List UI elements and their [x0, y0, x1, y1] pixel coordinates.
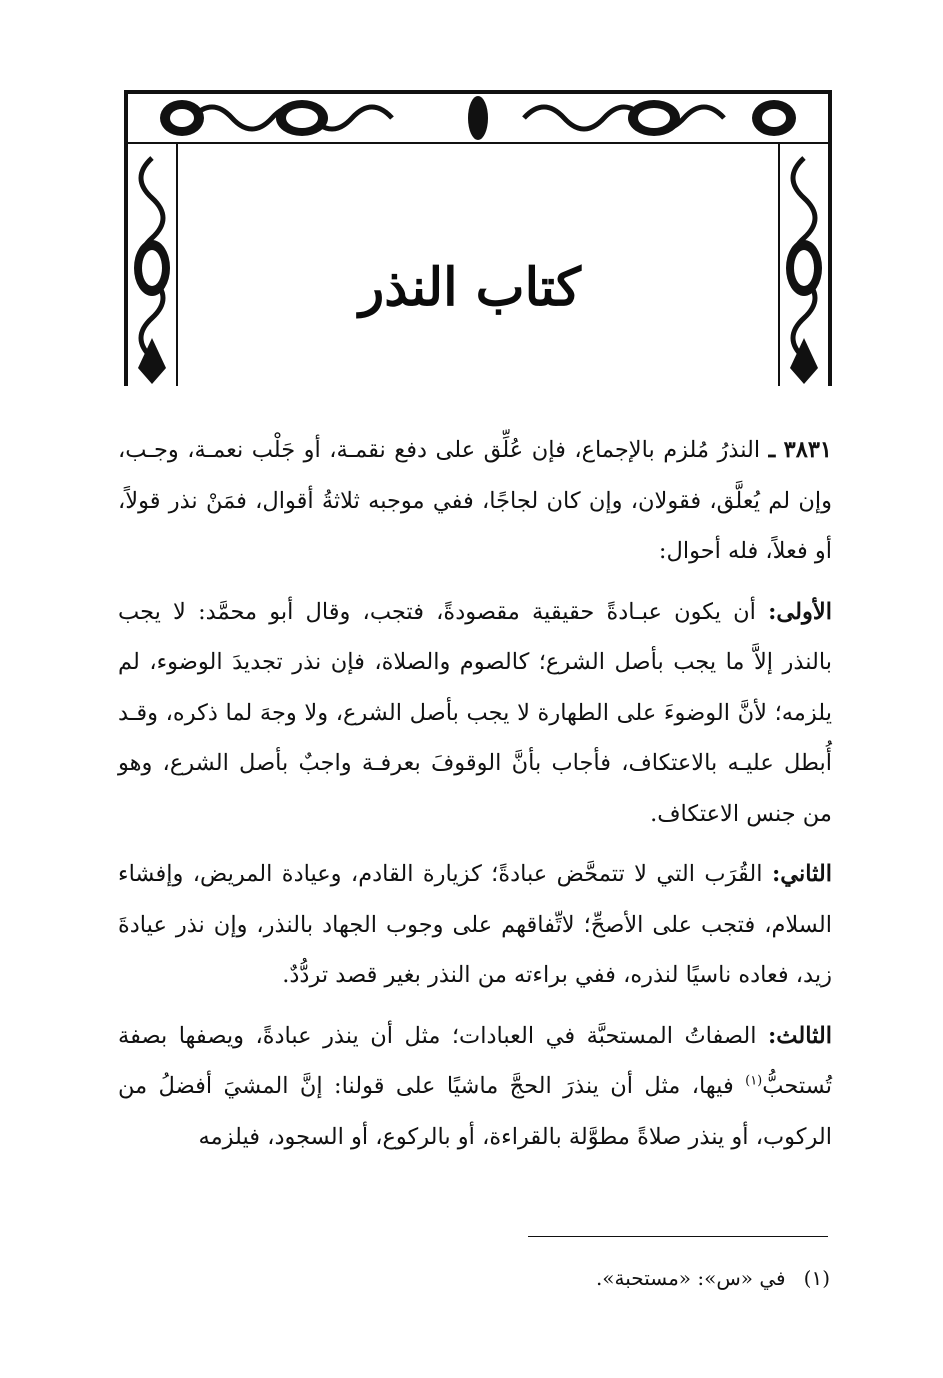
section-number: ٣٨٣١ — [783, 437, 832, 463]
paragraph-first — [118, 587, 832, 840]
third-heading: الثالث: — [767, 1022, 832, 1049]
footnote-number: (١) — [803, 1266, 830, 1290]
second-heading: الثاني: — [771, 861, 833, 887]
intro-text: النذرُ مُلزم بالإجماع، فإن عُلِّق على دفع نقمـة، أو جَلْب نعمـة، وجـب، وإن لم يُعلَّق، فقولان، وإن كان لجاجًا، ففي موجبه ثلاثةُ أقوال، فمَنْ نذر قولاً، أو فعلاً، فله أحوال: — [118, 437, 832, 564]
ornament-border — [122, 88, 834, 388]
footnote-divider — [528, 1236, 828, 1237]
footnote — [400, 1262, 830, 1294]
first-heading: الأولى: — [768, 598, 832, 625]
chapter-title: كتاب النذر — [359, 257, 581, 318]
paragraph-intro — [118, 425, 832, 577]
paragraph-third — [118, 1011, 832, 1163]
second-text: القُرَب التي لا تتمحَّض عبادةً؛ كزيارة القادم، وعيادة المريض، وإفشاء السلام، فتجب على الأصحِّ؛ لاتِّفاقهم على وجوب الجهاد بالنذر، وإن نذر عيادةَ زيد، فعاده ناسيًا لنذره، ففي براءته من النذر بغير قصد تردُّدٌ. — [118, 861, 832, 988]
third-text-b: فيها، مثل أن ينذرَ الحجَّ ماشيًا على قولنا: إنَّ المشيَ أفضلُ من الركوب، أو ينذر صلاةً مطوَّلة بالقراءة، أو بالركوع، أو السجود، فيلزمه — [118, 1073, 832, 1150]
footnote-text: في «س»: «مستحبة». — [595, 1266, 786, 1290]
main-text — [118, 425, 832, 1172]
third-text-a: الصفاتُ المستحبَّة في العبادات؛ مثل أن ينذر عبادةً، ويصفها بصفة تُستحبُّ — [118, 1022, 832, 1099]
first-text: أن يكون عبـادةً حقيقية مقصودةً، فتجب، وقال أبو محمَّد: لا يجب بالنذر إلاَّ ما يجب بأصل الشرع؛ كالصوم والصلاة، فإن نذر تجديدَ الوضوء، لم يلزمه؛ لأنَّ الوضوءَ على الطهارة لا يجب بأصل الشرع، ولا وجهَ لما ذكره، وقـد أُبطل عليـه بالاعتكاف، فأجاب بأنَّ الوقوفَ بعرفـة واجبٌ بأصل الشرع، وهو من جنس الاعتكاف. — [118, 598, 832, 827]
ornamental-header-frame — [122, 88, 834, 388]
footnote-reference[interactable]: (١) — [745, 1073, 763, 1089]
paragraph-second — [118, 849, 832, 1001]
section-dash: ـ — [768, 437, 776, 463]
